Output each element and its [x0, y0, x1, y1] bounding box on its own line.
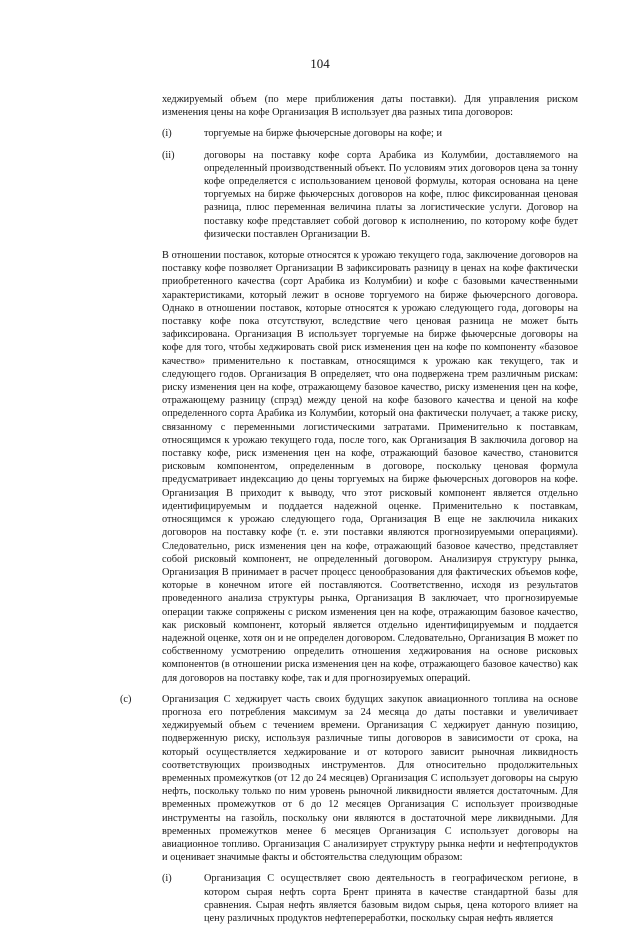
list-item-text: торгуемые на бирже фьючерсные договоры на кофе; и — [204, 128, 442, 140]
sub-item-marker: (i) — [162, 873, 172, 885]
intro-paragraph: хеджируемый объем (по мере приближения даты поставки). Для управления риском изменения цены на кофе Организация В использует два разных типа договоров: — [162, 94, 578, 119]
main-paragraph: В отношении поставок, которые относятся к урожаю текущего года, заключение договоров на поставку кофе позволяет Организации В зафиксировать разницу в ценах на кофе фактически приобретенного качества (сорт Арабика из Колумбии) и кофе с базовыми качественными характеристиками, который лежит в основе торгуемого на бирже фьючерсного договора. Однако в отношении поставок, которые относятся к урожаю следующего года, договоры на поставку кофе пока отсутствуют, вследствие чего ценовая разница не может быть зафиксирована. Организация В использует торгуемые на бирже фьючерсные договоры на кофе для того, чтобы хеджировать свой риск изменения цен на кофе по компоненту «базовое качество» применительно к поставкам, относящимся к урожаю как текущего, так и следующего годов. Организация В определяет, что она подвержена трем различным рискам: риску изменения цен на кофе, отражающему базовое качество, риску изменения цен на кофе, отражающему разницу (спрэд) между ценой на кофе базового качества и ценой на кофе определенного сорта Арабика из Колумбии, который она фактически получает, а также риску, связанному с переменными логистическими затратами. Применительно к поставкам, относящимся к урожаю текущего года, после того, как Организация В заключила договор на поставку кофе, риск изменения цен на кофе, отражающий базовое качество, становится рисковым компонентом, определенным в договоре, поскольку ценовая формула предусматривает индексацию до цены торгуемых на бирже фьючерсных договоров на кофе. Организация В приходит к выводу, что этот рисковый компонент является отдельно идентифицируемым и поддается надежной оценке. Применительно к поставкам, относящимся к урожаю следующего года, Организация В еще не заключила никаких договоров на поставку кофе (т. е. эти поставки являются прогнозируемыми операциями). Следовательно, риск изменения цен на кофе, отражающий базовое качество, представляет собой рисковый компонент, не определенный договором. Анализируя структуру рынка, Организация В принимает в расчет процесс ценообразования для фактических объемов кофе, которые в конечном итоге ей поставляются. Соответственно, исходя из результатов проведенного анализа структуры рынка, Организация В заключает, что прогнозируемые операции также сопряжены с риском изменения цен на кофе, отражающим базовое качество, как рисковый компонент, который является отдельно идентифицируемым и поддается надежной оценке, хотя он и не определен договором. Следовательно, Организация В может по собственному усмотрению определить отношения хеджирования на основе рисковых компонентов (в отношении риска изменения цен на кофе, отражающего базовое качество) как для договоров на поставку кофе, так и для прогнозируемых операций. — [162, 250, 578, 684]
body-text — [0, 93, 640, 925]
list-item — [162, 127, 578, 140]
section-c — [0, 693, 640, 925]
page-number: 104 — [310, 56, 330, 71]
section-c-text: Организация С хеджирует часть своих будущих закупок авиационного топлива на основе прогноза его потребления максимум за 24 месяца до даты поставки и увеличивает хеджируемый объем с течением времени. Организация С хеджирует данную позицию, подверженную риску, используя различные типы договоров в зависимости от срока, на который осуществляется хеджирование и от которого зависит рыночная ликвидность соответствующих производных инструментов. Для относительно продолжительных временных промежутков (от 12 до 24 месяцев) Организация С использует договоры на сырую нефть, поскольку только по ним уровень рыночной ликвидности является достаточным. Для временных промежутков от 6 до 12 месяцев Организация С использует производные инструменты на газойль, поскольку они являются в достаточной мере ликвидными. Для временных промежутков менее 6 месяцев Организация С использует договоры на авиационное топливо. Организация С анализирует структуру рынка нефти и нефтепродуктов и оценивает значимые факты и обстоятельства следующим образом: — [162, 693, 578, 864]
section-c-marker: (c) — [120, 693, 132, 705]
list-item-text: договоры на поставку кофе сорта Арабика из Колумбии, доставляемого на определенный производственный объект. По условиям этих договоров цена за тонну кофе определяется с использованием ценовой формулы, которая основана на цене торгуемых на бирже фьючерсных договоров на кофе, плюс фиксированная ценовая разница, плюс переменная величина платы за логистические услуги. Договор на поставку кофе представляет собой договор к исполнению, по которому кофе будет физически поставлен Организации В. — [204, 149, 578, 240]
list-marker: (i) — [162, 128, 172, 140]
sub-item-text: Организация С осуществляет свою деятельность в географическом регионе, в котором сырая нефть сорта Брент принята в качестве стандартной базы для сравнения. Сырая нефть является базовым видом сырья, цена которого влияет на цену различных продуктов нефтепереработки, поскольку сырая нефть является — [204, 873, 578, 924]
list-item — [162, 149, 578, 241]
section-c-sub-item — [162, 872, 578, 925]
list-marker: (ii) — [162, 149, 175, 161]
